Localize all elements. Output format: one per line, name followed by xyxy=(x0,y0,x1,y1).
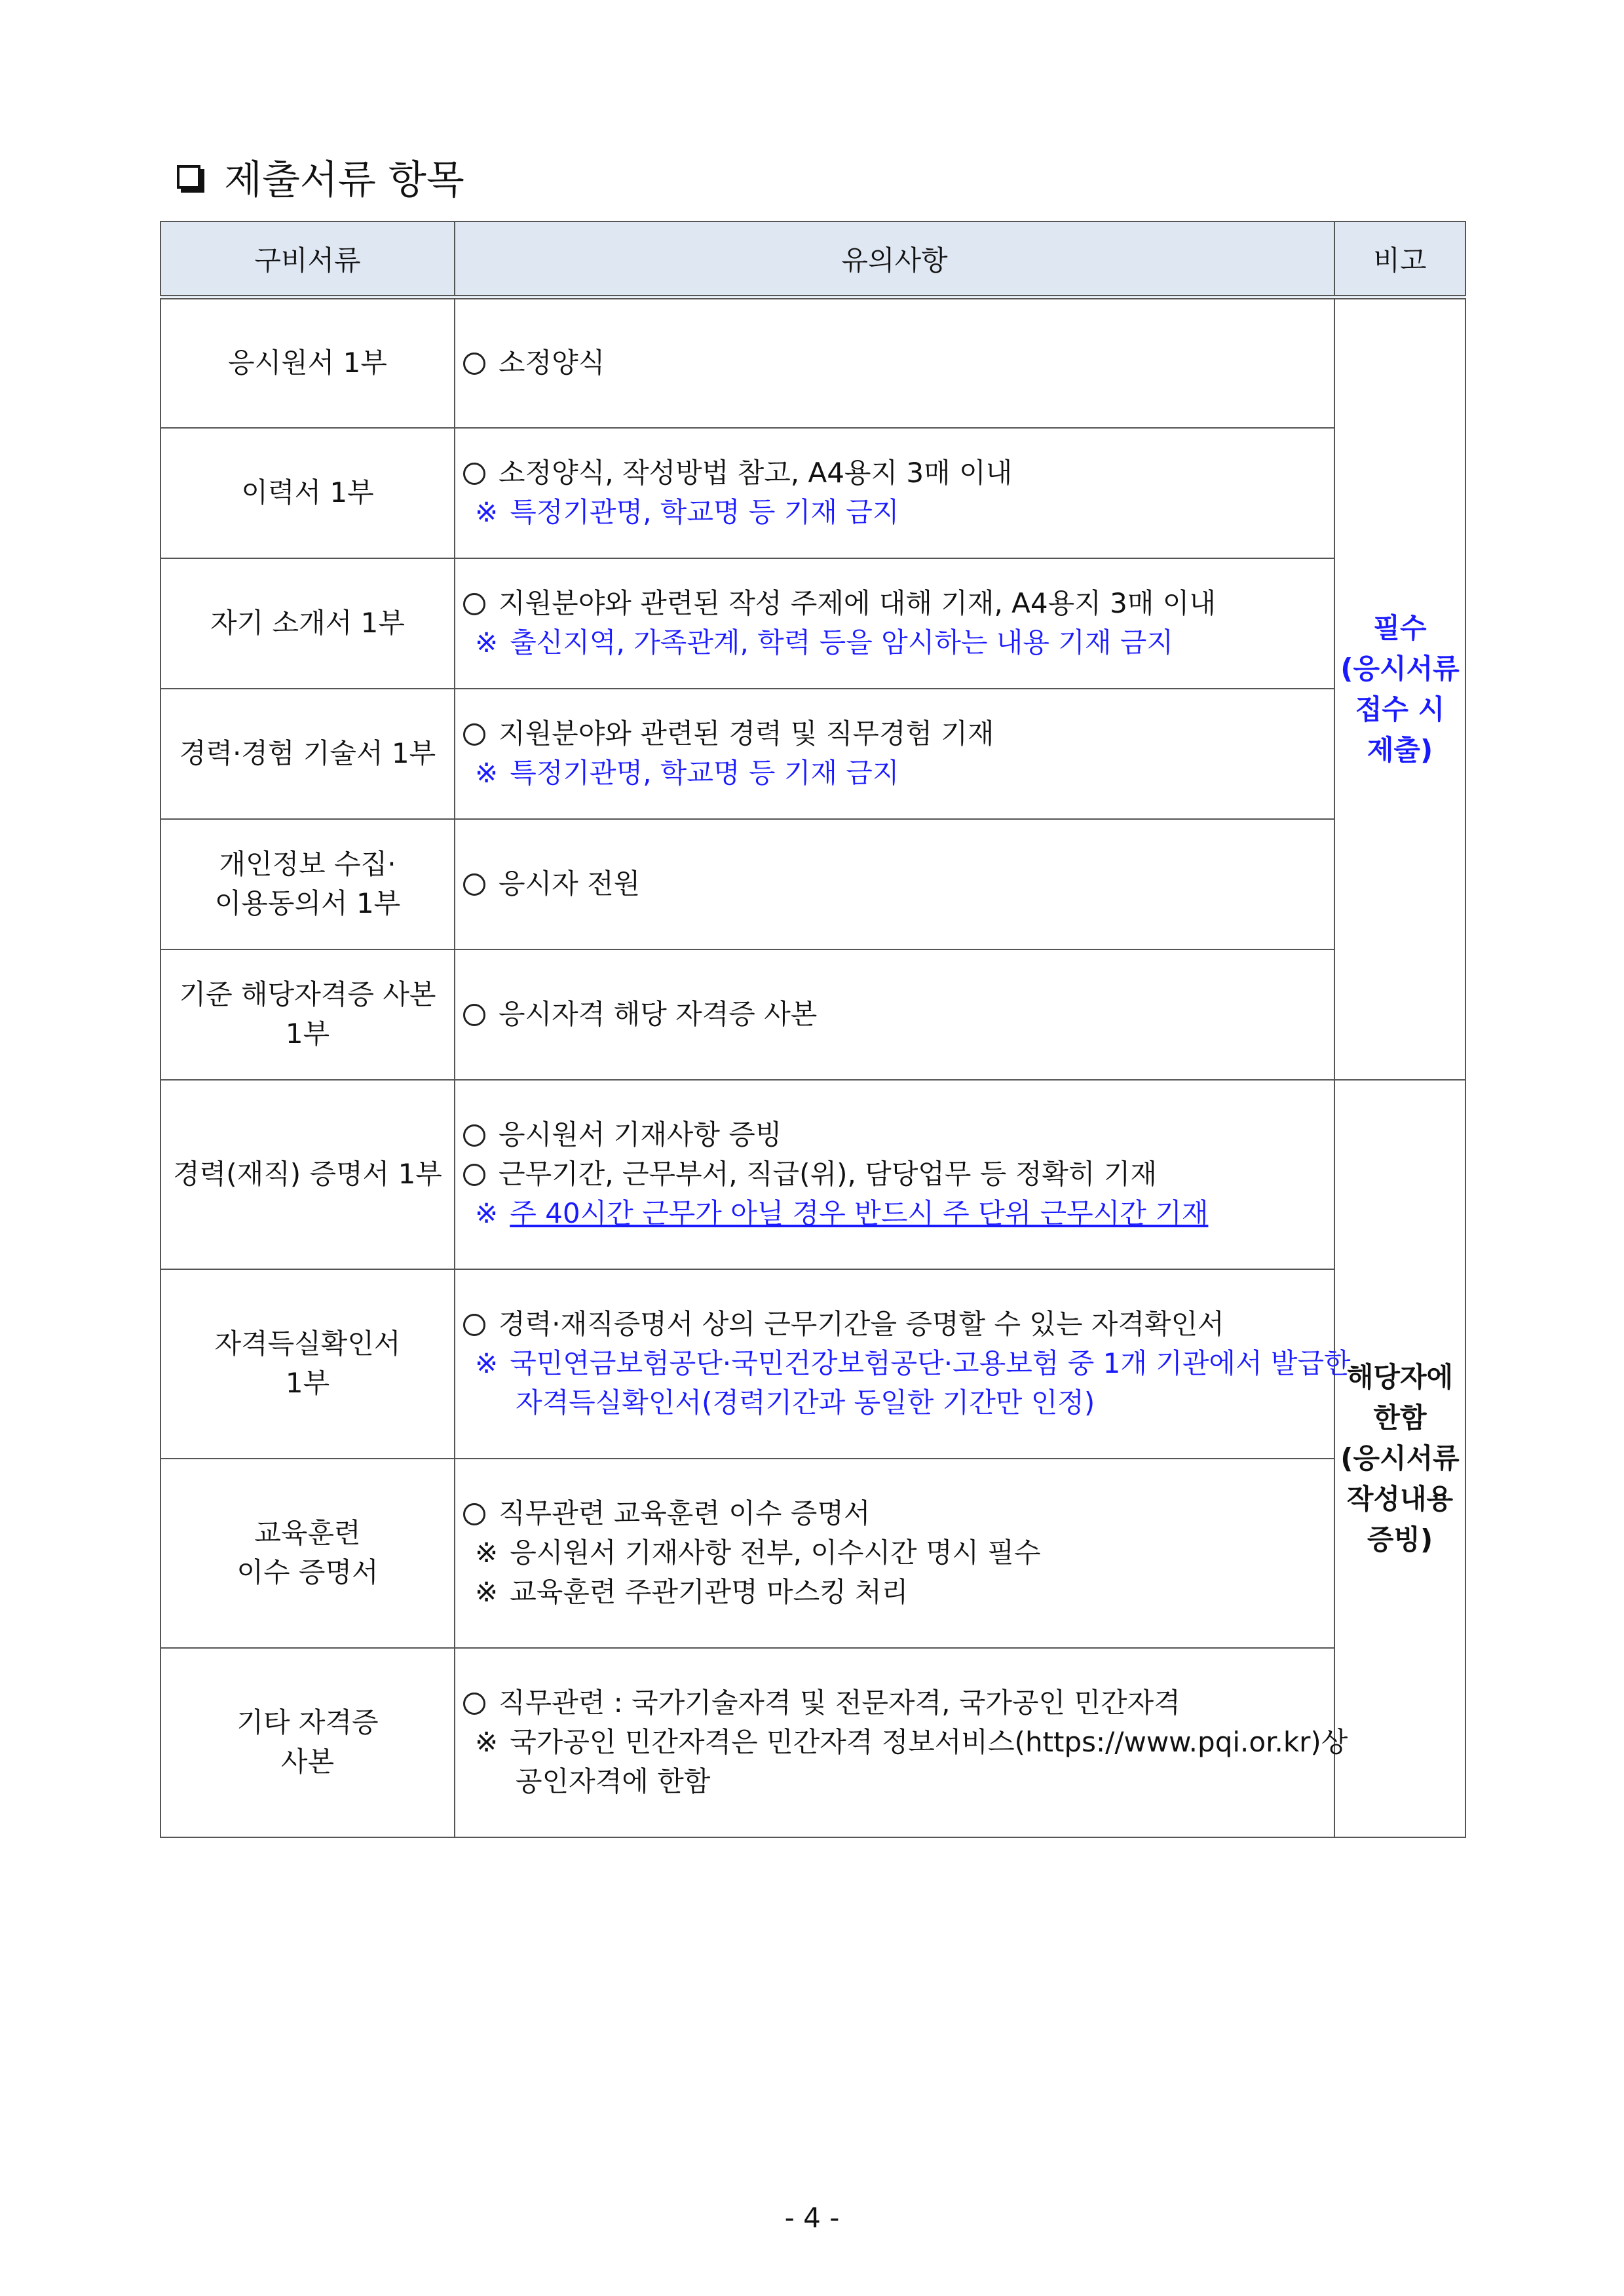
document-name: 이력서 1부 xyxy=(241,476,374,508)
document-name-cell xyxy=(161,1269,455,1459)
notes-cell xyxy=(455,819,1334,949)
notes-cell xyxy=(455,689,1334,819)
note-line xyxy=(463,584,1334,623)
remark-text: 제출) xyxy=(1367,733,1433,766)
remark-text: 접수 시 xyxy=(1355,693,1445,725)
circle-bullet-icon xyxy=(463,1693,485,1715)
note-text: 특정기관명, 학교명 등 기재 금지 xyxy=(510,496,899,528)
document-name: 기준 해당자격증 사본 xyxy=(179,978,436,1010)
note-line xyxy=(463,864,1334,904)
note-text: 소정양식 xyxy=(499,347,605,379)
document-name: 이용동의서 1부 xyxy=(214,887,401,919)
circle-bullet-icon xyxy=(463,873,485,896)
remark-text: 한함 xyxy=(1373,1401,1427,1434)
note-text: 응시원서 기재사항 전부, 이수시간 명시 필수 xyxy=(510,1537,1041,1569)
note-line xyxy=(463,1344,1351,1383)
notes-cell xyxy=(455,1648,1348,1837)
table-row xyxy=(161,1459,1465,1648)
header-required-docs: 구비서류 xyxy=(161,221,455,297)
table-row xyxy=(161,428,1465,558)
notes-cell xyxy=(455,558,1334,689)
remark-text: 증빙) xyxy=(1367,1523,1433,1556)
document-name: 1부 xyxy=(285,1367,330,1399)
note-text: 국민연금보험공단·국민건강보험공단·고용보험 중 1개 기관에서 발급한 xyxy=(510,1347,1351,1379)
remark-text: 필수 xyxy=(1373,611,1427,644)
note-line xyxy=(463,995,1334,1034)
note-line xyxy=(463,1155,1334,1194)
notes-cell xyxy=(455,1459,1334,1648)
document-name-cell xyxy=(161,297,455,428)
remark-text: 작성내용 xyxy=(1346,1482,1454,1515)
note-line xyxy=(463,453,1334,493)
document-name: 사본 xyxy=(280,1746,335,1778)
notes-cell xyxy=(455,1269,1351,1459)
table-row xyxy=(161,1269,1465,1459)
note-line xyxy=(463,1762,1334,1801)
remark-required xyxy=(1334,297,1465,1080)
note-line xyxy=(463,493,1334,532)
note-text: 공인자격에 한함 xyxy=(516,1765,711,1797)
document-name-cell xyxy=(161,1080,455,1269)
document-name: 이수 증명서 xyxy=(236,1556,379,1588)
note-text: 교육훈련 주관기관명 마스킹 처리 xyxy=(510,1576,909,1608)
document-name: 경력(재직) 증명서 1부 xyxy=(173,1158,442,1190)
reference-mark: ※ xyxy=(475,1726,499,1758)
document-name: 교육훈련 xyxy=(254,1517,361,1549)
note-text: 근무기간, 근무부서, 직급(위), 담당업무 등 정확히 기재 xyxy=(499,1158,1157,1190)
note-text: 자격득실확인서(경력기간과 동일한 기간만 인정) xyxy=(516,1387,1095,1419)
note-text: 특정기관명, 학교명 등 기재 금지 xyxy=(510,757,899,789)
document-name-cell xyxy=(161,949,455,1080)
notes-cell xyxy=(455,428,1334,558)
circle-bullet-icon xyxy=(463,1004,485,1026)
note-text: 직무관련 : 국가기술자격 및 전문자격, 국가공인 민간자격 xyxy=(499,1687,1180,1719)
table-row xyxy=(161,689,1465,819)
header-notes: 유의사항 xyxy=(455,221,1334,297)
document-name-cell xyxy=(161,558,455,689)
note-text: 지원분야와 관련된 작성 주제에 대해 기재, A4용지 3매 이내 xyxy=(499,587,1216,619)
note-text: 응시자 전원 xyxy=(499,868,641,900)
note-text: 국가공인 민간자격은 민간자격 정보서비스(https://www.pqi.or.kr)상 xyxy=(510,1726,1348,1758)
circle-bullet-icon xyxy=(463,723,485,746)
circle-bullet-icon xyxy=(463,353,485,375)
note-line xyxy=(463,1115,1334,1155)
note-line xyxy=(463,1494,1334,1533)
document-name: 응시원서 1부 xyxy=(228,347,387,379)
remark-text: 해당자에 xyxy=(1346,1360,1454,1393)
reference-mark: ※ xyxy=(475,1537,499,1569)
document-name-cell xyxy=(161,428,455,558)
document-name: 개인정보 수집· xyxy=(219,848,396,880)
page-number: - 4 - xyxy=(784,2202,840,2234)
note-text: 응시원서 기재사항 증빙 xyxy=(499,1119,782,1151)
table-row xyxy=(161,1080,1465,1269)
note-line xyxy=(463,1573,1334,1612)
section-title: 제출서류 항목 xyxy=(224,157,464,203)
note-line xyxy=(463,1723,1348,1762)
document-name: 자기 소개서 1부 xyxy=(210,607,405,639)
table-row xyxy=(161,297,1465,428)
notes-cell xyxy=(455,297,1334,428)
reference-mark: ※ xyxy=(475,1197,499,1229)
document-name-cell xyxy=(161,689,455,819)
circle-bullet-icon xyxy=(463,1124,485,1147)
document-name: 기타 자격증 xyxy=(236,1706,379,1738)
note-line xyxy=(463,1305,1334,1344)
table-row xyxy=(161,819,1465,949)
note-line xyxy=(463,1533,1334,1573)
table-header-row xyxy=(161,221,1465,297)
circle-bullet-icon xyxy=(463,1314,485,1336)
reference-mark: ※ xyxy=(475,1576,499,1608)
note-text: 응시자격 해당 자격증 사본 xyxy=(499,998,818,1030)
reference-mark: ※ xyxy=(475,1347,499,1379)
document-name: 자격득실확인서 xyxy=(214,1328,401,1360)
reference-mark: ※ xyxy=(475,757,499,789)
remark-applicable-only xyxy=(1334,1080,1465,1837)
remark-text: (응시서류 xyxy=(1340,1442,1460,1474)
document-name-cell xyxy=(161,1648,455,1837)
note-text: 주 40시간 근무가 아닐 경우 반드시 주 단위 근무시간 기재 xyxy=(510,1197,1209,1229)
document-name-cell xyxy=(161,1459,455,1648)
document-name: 경력·경험 기술서 1부 xyxy=(179,737,436,769)
note-line xyxy=(463,623,1334,662)
note-line xyxy=(463,714,1334,754)
note-text: 지원분야와 관련된 경력 및 직무경험 기재 xyxy=(499,718,994,750)
note-line xyxy=(463,754,1334,793)
notes-cell xyxy=(455,1080,1334,1269)
document-name-cell xyxy=(161,819,455,949)
note-line xyxy=(463,343,1334,383)
note-text: 소정양식, 작성방법 참고, A4용지 3매 이내 xyxy=(499,457,1013,489)
circle-bullet-icon xyxy=(463,463,485,485)
table-row xyxy=(161,949,1465,1080)
section-heading xyxy=(177,147,464,206)
remark-text: (응시서류 xyxy=(1340,652,1460,685)
note-line xyxy=(463,1383,1334,1423)
note-line xyxy=(463,1194,1334,1233)
submission-documents-table xyxy=(160,221,1466,1838)
table-row xyxy=(161,1648,1465,1837)
notes-cell xyxy=(455,949,1334,1080)
note-line xyxy=(463,1683,1334,1723)
note-text: 경력·재직증명서 상의 근무기간을 증명할 수 있는 자격확인서 xyxy=(499,1308,1224,1340)
header-remarks: 비고 xyxy=(1334,221,1465,297)
circle-bullet-icon xyxy=(463,1503,485,1525)
circle-bullet-icon xyxy=(463,593,485,615)
reference-mark: ※ xyxy=(475,496,499,528)
checkbox-square-icon xyxy=(177,165,200,189)
document-name: 1부 xyxy=(285,1018,330,1050)
table-row xyxy=(161,558,1465,689)
note-text: 직무관련 교육훈련 이수 증명서 xyxy=(499,1497,871,1529)
note-text: 출신지역, 가족관계, 학력 등을 암시하는 내용 기재 금지 xyxy=(510,626,1173,659)
reference-mark: ※ xyxy=(475,626,499,659)
circle-bullet-icon xyxy=(463,1164,485,1186)
